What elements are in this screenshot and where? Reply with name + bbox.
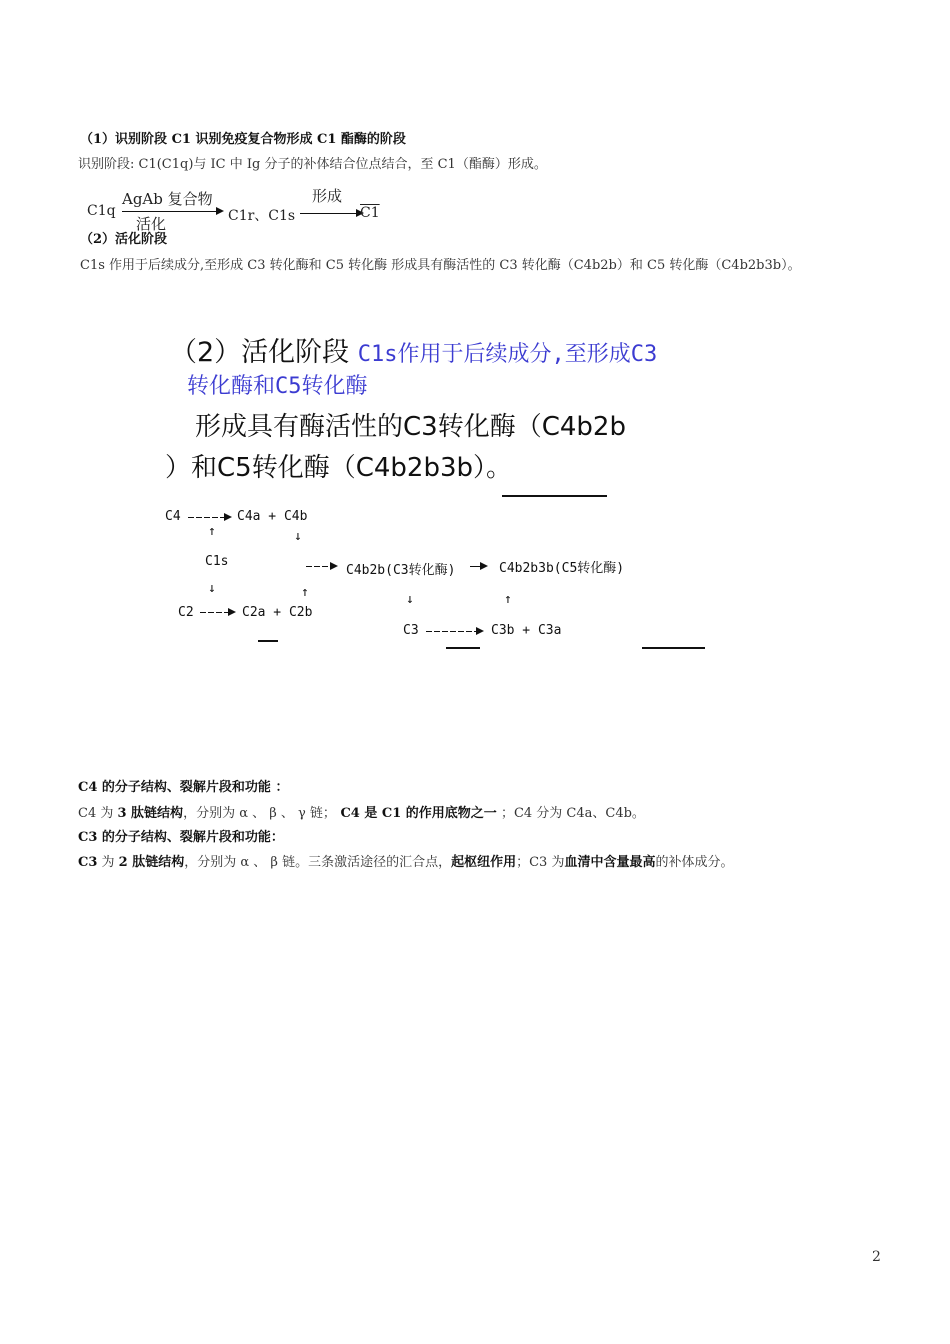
c4-structure-text	[78, 802, 645, 821]
c4-text-d: C4 是 C1 的作用底物之一	[335, 806, 497, 821]
diagram-arrow-c2-head	[228, 608, 236, 616]
flow-c1: C1	[360, 205, 380, 221]
c3-structure-text	[78, 851, 733, 870]
section2-text: C1s 作用于后续成分,至形成 C3 转化酶和 C5 转化酶 形成具有酶活性的 C3 转化酶（C4b2b）和 C5 转化酶（C4b2b3b）。	[80, 258, 801, 273]
diagram-arrow-to-c4b2b-head	[330, 562, 338, 570]
c3-text-f: ；C3 为	[516, 855, 565, 870]
c3-text-c: 2 肽链结构	[118, 855, 185, 870]
slide-line4: ）和C5转化酶（C4b2b3b）。	[165, 453, 512, 483]
page-number: 2	[872, 1249, 881, 1265]
slide-line3: 形成具有酶活性的C3转化酶（C4b2b	[195, 412, 626, 442]
diagram-arrow-c2	[200, 612, 228, 613]
diagram-up-arrow-2: ↑	[301, 585, 309, 600]
diagram-down-arrow-2: ↓	[208, 581, 216, 596]
diagram-c1s: C1s	[205, 554, 229, 569]
diagram-arrow-c3	[426, 631, 476, 632]
c3-text-e: 起枢纽作用	[451, 855, 517, 870]
diagram-arrow-c3-head	[476, 627, 484, 635]
flow-label-below-1: 活化	[136, 215, 167, 233]
c4-text-e: ；C4 分为 C4a、C4b。	[496, 806, 645, 821]
slide-heading-prefix: （2）活化阶段	[170, 337, 358, 368]
c4-text-a: C4 为	[78, 806, 118, 821]
diagram-c3: C3	[403, 623, 419, 638]
c4-text-c: ，分别为 α 、 β 、 γ 链；	[183, 806, 336, 821]
diagram-c4b2b3b: C4b2b3b(C5转化酶)	[499, 561, 625, 576]
slide-underline	[502, 495, 607, 497]
diagram-up-arrow-1: ↑	[208, 524, 216, 539]
flow-c1q: C1q	[87, 203, 116, 219]
slide-heading-line1	[170, 330, 657, 369]
diagram-c2: C2	[178, 605, 194, 620]
flow-label-above-2: 形成	[312, 187, 343, 205]
flow-c1r-c1s: C1r、C1s	[228, 208, 296, 224]
section1-title: （1）识别阶段 C1 识别免疫复合物形成 C1 酯酶的阶段	[80, 132, 406, 147]
diagram-c4: C4	[165, 509, 181, 524]
diagram-c2a-c2b: C2a + C2b	[242, 605, 313, 620]
diagram-rule-right	[642, 647, 705, 649]
diagram-arrow-c4-head	[224, 513, 232, 521]
diagram-rule-c3	[446, 647, 480, 649]
c3-text-g: 血清中含量最高	[564, 855, 656, 870]
c3-text-d: ，分别为 α 、 β 链。三条激活途径的汇合点，	[184, 855, 452, 870]
diagram-down-arrow-3: ↓	[406, 592, 414, 607]
slide-heading-blue-2: 转化酶和C5转化酶	[187, 374, 368, 399]
flow-label-above-1: AgAb 复合物	[122, 190, 213, 208]
diagram-arrow-to-c4b2b	[306, 566, 330, 567]
diagram-c3b-c3a: C3b + C3a	[491, 623, 562, 638]
diagram-arrow-c4	[188, 517, 224, 518]
c4-text-b: 3 肽链结构	[117, 806, 184, 821]
c3-text-b: 为	[97, 855, 119, 870]
c3-text-h: 的补体成分。	[655, 855, 734, 870]
section1-text: 识别阶段: C1(C1q)与 IC 中 Ig 分子的补体结合位点结合，至 C1（酯酶）形成。	[78, 157, 547, 172]
diagram-c4a-c4b: C4a + C4b	[237, 509, 308, 524]
section2-title: （2）活化阶段	[80, 232, 168, 247]
c4-structure-title: C4 的分子结构、裂解片段和功能 ：	[78, 780, 289, 795]
c3-structure-title: C3 的分子结构、裂解片段和功能：	[78, 830, 284, 845]
flow-arrow-1	[122, 211, 218, 212]
slide-heading-blue-1: C1s作用于后续成分,至形成C3	[357, 342, 658, 367]
diagram-c4b2b: C4b2b(C3转化酶)	[346, 563, 456, 578]
diagram-down-arrow-1: ↓	[294, 529, 302, 544]
flow-arrow-2	[300, 213, 358, 214]
c3-text-a: C3	[78, 855, 98, 870]
flow-arrow-1-head	[216, 207, 224, 215]
diagram-rule-c2a	[258, 640, 278, 642]
diagram-arrow-to-c4b2b3b-head	[480, 562, 488, 570]
diagram-up-arrow-3: ↑	[504, 592, 512, 607]
